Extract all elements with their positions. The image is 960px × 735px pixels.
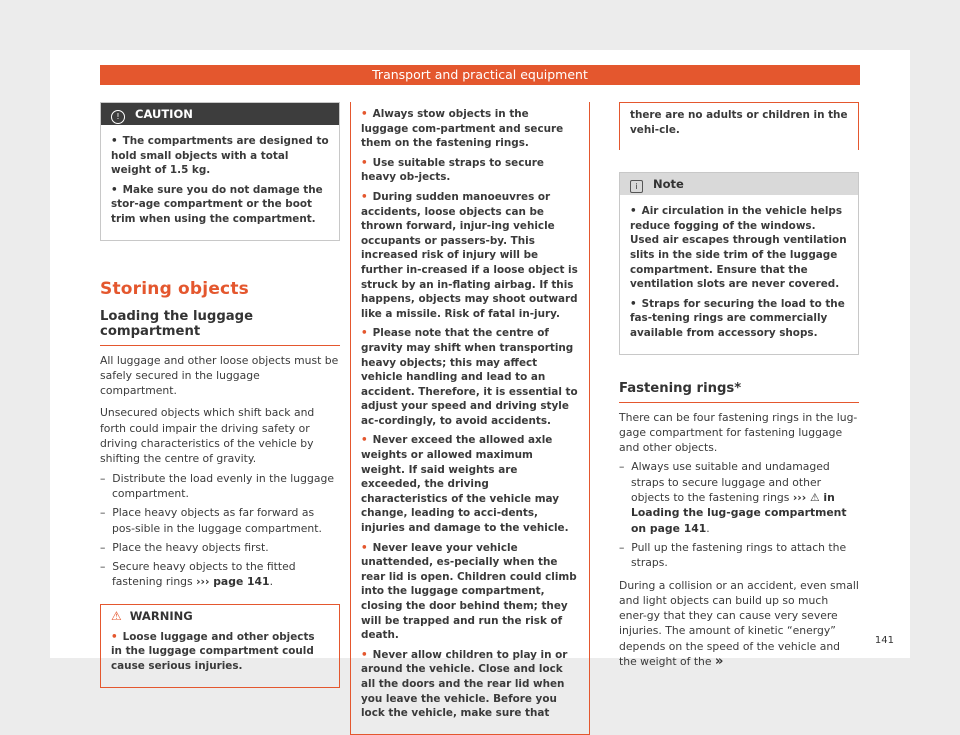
warning-item: • Please note that the centre of gravity may shift when transporting heavy objects; this may affect vehicle handling and lead to an accident. Therefore, it is essential to adjust your speed and driving style ac-cordingly, to avoid accidents. — [361, 327, 578, 427]
continue-arrow-icon: » — [714, 653, 724, 669]
caution-title: CAUTION — [135, 107, 193, 121]
warning-header — [101, 605, 339, 627]
subsection-heading: Loading the luggage compartment — [100, 309, 340, 346]
warning-title: WARNING — [129, 608, 193, 623]
paragraph: All luggage and other loose objects must be safely secured in the luggage compartment. — [100, 353, 339, 398]
info-icon: i — [630, 180, 643, 193]
list-item: – Always use suitable and undamaged straps to secure luggage and other objects to the fastening rings ››› ⚠ in Loading the lug-gage compartment on page 141. — [619, 460, 847, 535]
column-1 — [100, 102, 340, 688]
page-reference-link[interactable]: ››› page 141 — [196, 575, 270, 589]
caution-header — [101, 103, 339, 125]
paragraph: During a collision or an accident, even small and light objects can build up so much ener-gy that they can cause very severe injuries. The amount of kinetic “energy” depends on the speed of the vehicle and the weight of the » — [619, 578, 859, 669]
page — [50, 50, 910, 720]
warning-item: • Never leave your vehicle unattended, es-pecially when the rear lid is open. Children could climb into the luggage compartment, closing the door behind them; they will be trapped and run the risk of death. — [361, 541, 577, 642]
warning-item-continued: there are no adults or children in the vehi-cle. — [630, 109, 848, 136]
note-title: Note — [653, 177, 684, 192]
warning-item: • During sudden manoeuvres or accidents, loose objects can be thrown forward, injur-ing vehicle occupants or passers-by. This increased risk of injury will be further in-creased if a loose object is struck by an in-flating airbag. If this happens, objects may shoot outward like a missile. Risk of fatal in-jury. — [361, 190, 578, 320]
section-heading: Storing objects — [100, 278, 249, 299]
paragraph: Unsecured objects which shift back and forth could impair the driving safety or driving characteristics of the vehicle by shifting the centre of gravity. — [100, 406, 315, 466]
list-item: – Secure heavy objects to the fitted fastening rings ››› page 141. — [100, 560, 296, 589]
warning-triangle-icon: ⚠ — [111, 608, 122, 623]
warning-item: • Never exceed the allowed axle weights or allowed maximum weight. If said weights are exceeded, the driving characteristics of the vehicle may change, leading to acci-dents, injuries and damage to the vehicle. — [361, 434, 569, 535]
note-item: • Air circulation in the vehicle helps reduce fogging of the windows. Used air escapes through ventilation slits in the side trim of the luggage compartment. Ensure that the ventilation slots are never covered. — [630, 205, 847, 291]
column-2 — [350, 102, 590, 735]
warning-continued-box — [350, 102, 590, 735]
cross-reference-link[interactable]: ››› ⚠ in Loading the lug-gage compartment on page 141 — [631, 491, 847, 535]
caution-item: • Make sure you do not damage the stor-age compartment or the boot trim when using the compartment. — [111, 183, 323, 225]
caution-item: • The compartments are designed to hold small objects with a total weight of 1.5 kg. — [111, 135, 329, 177]
subsection-heading: Fastening rings* — [619, 381, 859, 403]
note-box — [619, 172, 859, 354]
warning-item: • Always stow objects in the luggage com-partment and secure them on the fastening rings. — [361, 108, 564, 150]
list-item: – Pull up the fastening rings to attach the straps. — [619, 540, 847, 570]
column-3 — [619, 102, 859, 669]
warning-item: • Loose luggage and other objects in the luggage compartment could cause serious injuries. — [111, 630, 315, 672]
info-circle-icon: ! — [111, 110, 125, 124]
note-header — [620, 173, 858, 195]
page-number: 141 — [874, 635, 894, 646]
section-header: Transport and practical equipment — [100, 65, 860, 85]
warning-continued-box — [619, 102, 859, 150]
warning-box — [100, 604, 340, 688]
note-item: • Straps for securing the load to the fas-tening rings are commercially available from accessory shops. — [630, 297, 845, 339]
paragraph: There can be four fastening rings in the lug-gage compartment for fastening luggage and other objects. — [619, 410, 858, 455]
warning-item: • Never allow children to play in or around the vehicle. Close and lock all the doors and the rear lid when you leave the vehicle. Before you lock the vehicle, make sure that — [361, 648, 568, 720]
list-item: – Distribute the load evenly in the luggage compartment. — [100, 471, 334, 500]
list-item: – Place heavy objects as far forward as pos-sible in the luggage compartment. — [100, 506, 322, 535]
caution-box — [100, 102, 340, 241]
warning-item: • Use suitable straps to secure heavy ob-jects. — [361, 156, 544, 184]
list-item: – Place the heavy objects first. — [100, 540, 269, 554]
